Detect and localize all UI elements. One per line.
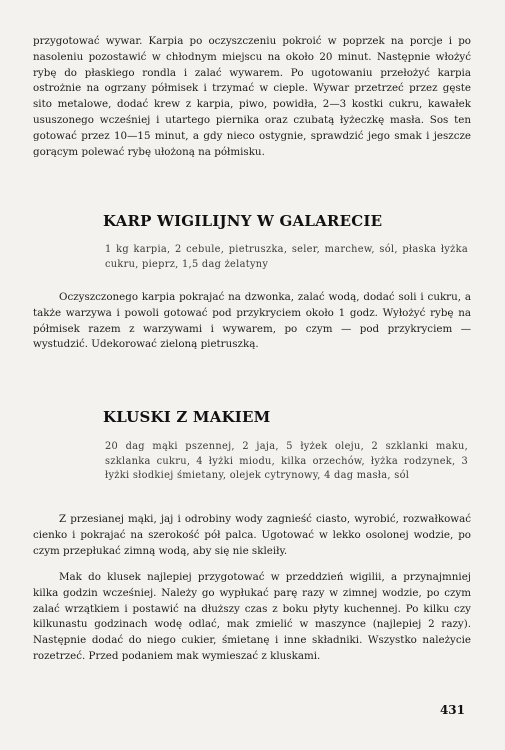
page-number: 431 <box>439 703 465 717</box>
recipe-instructions-karp <box>33 290 471 353</box>
recipe-title-kluski: KLUSKI Z MAKIEM <box>103 408 271 426</box>
intro-paragraph: przygotować wywar. Karpia po oczyszczeniu pokroić w poprzek na porcje i po nasoleniu pozostawić w chłodnym miejscu na około 20 minut. Następnie włożyć rybę do płaskiego rondla i zalać wywarem. Po ugotowaniu przełożyć karpia ostrożnie na ogrzany półmisek i trzymać w cieple. Wywar przetrzeć przez gęste sito metalowe, dodać krew z karpia, piwo, powidła, 2—3 kostki cukru, kawałek ususzonego wcześniej i utartego piernika oraz czubatą łyżeczkę masła. Sos ten gotować przez 10—15 minut, a gdy nieco ostygnie, sprawdzić jego smak i jeszcze gorącym polewać rybę ułożoną na półmisku. <box>33 35 471 158</box>
recipe-instructions-kluski-1-text: Z przesianej mąki, jaj i odrobiny wody zagnieść ciasto, wyrobić, rozwałkować cienko i pokrajać na szerokość pół palca. Ugotować w lekko osolonej wodzie, po czym przepłukać zimną wodą, aby się nie skleiły. <box>33 513 471 557</box>
recipe-ingredients-kluski: 20 dag mąki pszennej, 2 jaja, 5 łyżek oleju, 2 szklanki maku, szklanka cukru, 4 łyżki miodu, kilka orzechów, łyżka rodzynek, 3 łyżki słodkiej śmietany, olejek cytrynowy, 4 dag masła, sól <box>105 441 468 481</box>
recipe-title-karp: KARP WIGILIJNY W GALARECIE <box>103 212 383 230</box>
recipe-instructions-karp-text: Oczyszczonego karpia pokrajać na dzwonka, zalać wodą, dodać soli i cukru, a także warzywa i powoli gotować pod przykryciem około 1 godz. Wyłożyć rybę na półmisek razem z warzywami i wywarem, po czym — pod przykryciem — wystudzić. Udekorować zieloną pietruszką. <box>33 291 471 351</box>
recipe-instructions-kluski-2 <box>33 570 471 665</box>
recipe-instructions-kluski-1 <box>33 512 471 559</box>
recipe-ingredients-karp: 1 kg karpia, 2 cebule, pietruszka, seler, marchew, sól, płaska łyżka cukru, pieprz, 1,5 dag żelatyny <box>105 244 468 270</box>
recipe-instructions-kluski-2-text: Mak do klusek najlepiej przygotować w przeddzień wigilii, a przynajmniej kilka godzin wcześniej. Należy go wypłukać parę razy w zimnej wodzie, po czym zalać wrzątkiem i postawić na dłuższy czas z boku płyty kuchennej. Po kilku czy kilkunastu godzinach wodę odlać, mak zmielić w maszynce (najlepiej 2 razy). Następnie dodać do niego cukier, śmietanę i inne składniki. Wszystko należycie rozetrzeć. Przed podaniem mak wymieszać z kluskami. <box>33 571 471 662</box>
